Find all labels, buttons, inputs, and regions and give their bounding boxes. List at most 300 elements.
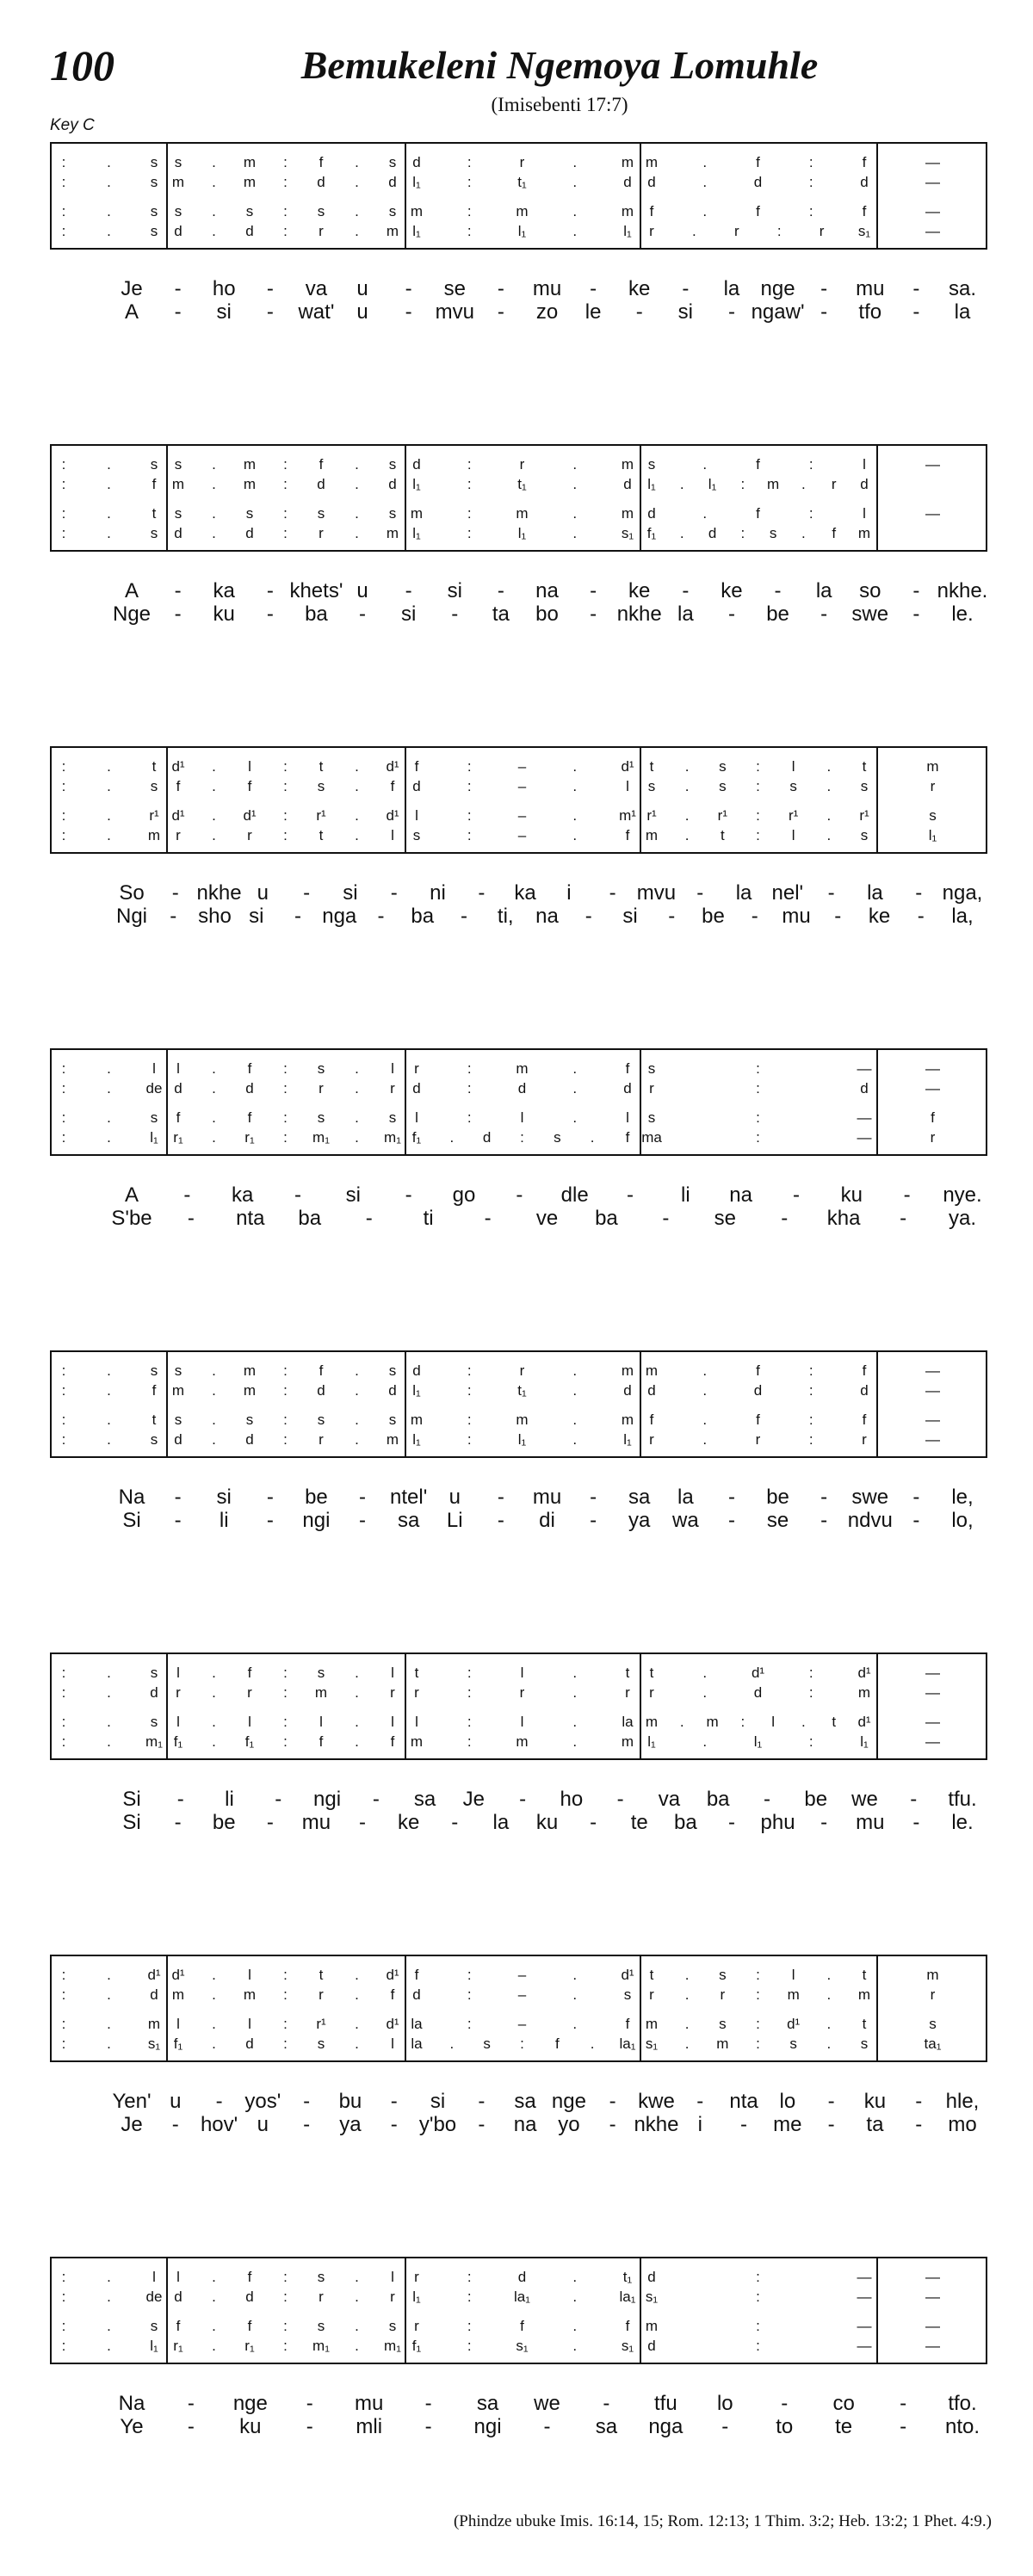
lyric-syllable: na <box>535 905 559 928</box>
solfa-note: s₁ <box>645 2289 659 2305</box>
solfa-note: r <box>247 827 252 843</box>
lyric-syllable: sa <box>476 2392 499 2415</box>
lyric-syllable: mli <box>356 2415 383 2438</box>
lyric-syllable: we <box>534 2392 560 2415</box>
lyric-syllable: me <box>773 2113 802 2136</box>
solfa-note: . <box>107 778 111 794</box>
solfa-note: s <box>150 203 158 219</box>
lyric-syllable: ngi <box>473 2415 502 2438</box>
lyric-syllable: - <box>915 881 923 905</box>
solfa-note: r <box>930 1129 936 1146</box>
lyric-syllable: mu <box>301 1811 331 1834</box>
lyric-syllable: - <box>834 905 842 928</box>
solfa-note: . <box>107 827 111 843</box>
solfa-note: : <box>467 2318 472 2334</box>
solfa-note: : <box>808 1684 813 1701</box>
lyric-syllable: sa <box>514 2090 536 2113</box>
solfa-note: : <box>283 1129 288 1146</box>
solfa-note: m <box>516 505 529 522</box>
solfa-note: m <box>171 174 185 190</box>
solfa-note: . <box>572 1733 578 1750</box>
solfa-note: . <box>212 525 216 541</box>
lyric-syllable: - <box>912 1811 920 1834</box>
solfa-note: : <box>283 2035 288 2052</box>
solfa-note: . <box>801 476 806 492</box>
lyric-syllable: - <box>174 1811 182 1834</box>
solfa-note: . <box>212 1967 216 1983</box>
voice-part-row <box>52 2316 986 2337</box>
voice-part-row <box>52 1732 986 1752</box>
lyric-syllable: ke <box>868 905 891 928</box>
solfa-note: m¹ <box>619 807 636 824</box>
notation-staff <box>50 444 987 552</box>
solfa-note: s₁ <box>147 2035 161 2052</box>
lyric-syllable: va <box>658 1788 681 1811</box>
lyric-syllable: - <box>359 1509 367 1532</box>
solfa-note: : <box>61 1412 66 1428</box>
solfa-note: . <box>212 2035 216 2052</box>
voice-part-row <box>52 2034 986 2054</box>
lyric-syllable: nkhe <box>196 881 242 905</box>
voice-part-row <box>52 523 986 544</box>
lyric-syllable: - <box>461 905 467 928</box>
lyric-syllable: ke <box>721 579 743 602</box>
notation-staff <box>50 2257 987 2364</box>
solfa-note: m <box>645 154 659 170</box>
solfa-note: l <box>415 1109 418 1126</box>
solfa-note: . <box>355 1967 359 1983</box>
solfa-note: m <box>621 1733 634 1750</box>
solfa-note: r <box>319 2289 324 2305</box>
solfa-note: – <box>517 1986 527 2003</box>
lyric-syllable: nkhe <box>634 2113 679 2136</box>
lyric-syllable: - <box>793 1183 800 1207</box>
lyric-syllable: zo <box>535 300 559 324</box>
solfa-note: : <box>61 807 66 824</box>
solfa-note: . <box>355 2016 359 2032</box>
solfa-note: d <box>174 525 182 541</box>
lyric-syllable: ku <box>239 2415 262 2438</box>
solfa-note: d <box>174 1080 182 1096</box>
solfa-note: — <box>857 1129 872 1146</box>
solfa-note: s₁ <box>857 223 871 239</box>
solfa-note: l <box>391 1060 394 1077</box>
solfa-note: d <box>174 2289 182 2305</box>
lyric-syllable: - <box>696 2090 704 2113</box>
solfa-note: t <box>152 758 157 775</box>
solfa-note: r₁ <box>173 1129 183 1146</box>
solfa-note: d <box>708 525 717 541</box>
solfa-note: d¹ <box>857 1714 871 1730</box>
lyric-syllable: swe <box>851 602 889 626</box>
music-system <box>50 114 987 415</box>
solfa-note: . <box>679 525 684 541</box>
solfa-note: l₁ <box>150 2338 158 2354</box>
solfa-note: . <box>355 223 359 239</box>
solfa-note: r <box>862 1431 867 1448</box>
solfa-note: . <box>107 758 111 775</box>
solfa-note: t <box>414 1665 419 1681</box>
solfa-note: t <box>152 1412 157 1428</box>
solfa-note: f <box>554 2035 560 2052</box>
solfa-note: d¹ <box>147 1967 161 1983</box>
lyric-syllable: li <box>680 1183 690 1207</box>
solfa-note: . <box>107 1412 111 1428</box>
lyric-syllable: - <box>912 579 920 602</box>
lyric-syllable: - <box>763 1788 770 1811</box>
solfa-note: . <box>801 1714 806 1730</box>
solfa-note: : <box>467 2016 472 2032</box>
solfa-note: : <box>61 2016 66 2032</box>
solfa-note: . <box>572 505 578 522</box>
lyric-syllable: - <box>590 1509 597 1532</box>
solfa-note: d <box>517 2269 527 2285</box>
solfa-note: s <box>150 1109 158 1126</box>
lyric-syllable: na <box>729 1183 753 1207</box>
solfa-note: . <box>212 1733 216 1750</box>
solfa-note: t₁ <box>517 1382 527 1399</box>
solfa-note: r <box>319 1080 324 1096</box>
solfa-note: . <box>702 1362 708 1379</box>
solfa-note: s <box>150 1665 158 1681</box>
lyric-line <box>50 277 987 301</box>
solfa-note: — <box>857 2269 872 2285</box>
lyric-syllable: la <box>954 300 971 324</box>
solfa-note: d <box>860 476 869 492</box>
solfa-note: s <box>388 505 397 522</box>
lyric-syllable: bo <box>535 602 559 626</box>
lyric-syllable: - <box>590 602 597 626</box>
lyric-syllable: - <box>266 1486 274 1509</box>
lyric-syllable: S'be <box>111 1207 152 1230</box>
solfa-note: : <box>808 456 813 473</box>
solfa-note: : <box>283 807 288 824</box>
lyric-syllable: mvu <box>636 881 677 905</box>
solfa-note: m <box>645 1714 659 1730</box>
lyric-line <box>50 300 987 324</box>
lyric-syllable: - <box>682 277 690 300</box>
solfa-note: — <box>857 2338 872 2354</box>
voice-part-row <box>52 152 986 173</box>
solfa-note: d¹ <box>171 758 185 775</box>
solfa-note: f₁ <box>411 2338 422 2354</box>
lyric-syllable: - <box>900 1207 907 1230</box>
solfa-note: . <box>572 1382 578 1399</box>
lyric-syllable: sho <box>198 905 232 928</box>
music-system <box>50 1020 987 1321</box>
solfa-note: — <box>857 2318 872 2334</box>
lyric-syllable: - <box>170 905 177 928</box>
solfa-note: : <box>467 505 472 522</box>
lyric-syllable: nye. <box>943 1183 982 1207</box>
lyric-syllable: le. <box>951 602 974 626</box>
lyric-syllable: - <box>497 1486 504 1509</box>
solfa-note: s <box>769 525 777 541</box>
solfa-note: : <box>61 1986 66 2003</box>
solfa-note: m <box>857 525 871 541</box>
solfa-note: t <box>832 1714 837 1730</box>
solfa-note: d <box>753 1382 763 1399</box>
solfa-note: : <box>756 2035 760 2052</box>
solfa-note: l <box>863 505 866 522</box>
lyric-syllable: - <box>827 2113 835 2136</box>
lyric-syllable: Si <box>122 1788 141 1811</box>
solfa-note: . <box>702 154 708 170</box>
lyric-syllable: be <box>804 1788 828 1811</box>
lyric-syllable: si <box>677 300 693 324</box>
lyric-syllable: - <box>174 602 182 626</box>
solfa-note: . <box>572 778 578 794</box>
solfa-note: d <box>623 476 632 492</box>
solfa-note: . <box>355 2035 359 2052</box>
solfa-note: : <box>756 1080 760 1096</box>
solfa-note: d <box>647 1382 656 1399</box>
solfa-note: d <box>174 1431 182 1448</box>
solfa-note: m <box>621 505 634 522</box>
solfa-note: f <box>832 525 837 541</box>
solfa-note: . <box>572 758 578 775</box>
lyric-line <box>50 905 987 929</box>
solfa-note: : <box>467 525 472 541</box>
solfa-note: : <box>467 1382 472 1399</box>
lyric-syllable: - <box>781 2392 789 2415</box>
solfa-note: . <box>449 2035 455 2052</box>
solfa-note: . <box>702 456 708 473</box>
solfa-note: : <box>61 154 66 170</box>
solfa-note: r <box>414 2269 419 2285</box>
lyric-syllable: nga, <box>942 881 983 905</box>
voice-part-row <box>52 503 986 524</box>
solfa-note: la₁ <box>619 2289 636 2305</box>
solfa-note: : <box>808 1665 813 1681</box>
solfa-note: s <box>483 2035 491 2052</box>
lyric-syllable: - <box>359 1486 367 1509</box>
lyric-syllable: ba <box>706 1788 730 1811</box>
voice-part-row <box>52 474 986 495</box>
solfa-note: m <box>386 525 399 541</box>
solfa-note: . <box>107 1733 111 1750</box>
solfa-note: d <box>517 1080 527 1096</box>
lyric-syllable: di <box>539 1509 555 1532</box>
solfa-note: . <box>212 154 216 170</box>
solfa-note: d <box>647 2338 656 2354</box>
solfa-note: s <box>317 778 325 794</box>
solfa-note: f <box>414 758 419 775</box>
solfa-note: d <box>174 223 182 239</box>
solfa-note: d¹ <box>171 1967 185 1983</box>
lyric-syllable: - <box>609 881 616 905</box>
lyric-syllable: li <box>219 1509 229 1532</box>
lyric-syllable: ya. <box>948 1207 977 1230</box>
solfa-note: . <box>355 1060 359 1077</box>
solfa-note: . <box>107 1431 111 1448</box>
solfa-note: . <box>572 1431 578 1448</box>
lyric-syllable: lo <box>779 2090 796 2113</box>
solfa-note: . <box>826 1967 832 1983</box>
solfa-note: d <box>623 1382 632 1399</box>
solfa-note: : <box>467 223 472 239</box>
solfa-note: f <box>756 456 760 473</box>
solfa-note: . <box>107 476 111 492</box>
lyric-syllable: le. <box>951 1811 974 1834</box>
lyric-syllable: we <box>851 1788 878 1811</box>
lyric-syllable: ntel' <box>390 1486 428 1509</box>
solfa-note: . <box>107 1382 111 1399</box>
voice-part-row <box>52 825 986 846</box>
lyric-syllable: lo <box>716 2392 733 2415</box>
solfa-note: . <box>572 1412 578 1428</box>
solfa-note: . <box>355 1362 359 1379</box>
solfa-note: de <box>145 2289 163 2305</box>
voice-part-row <box>52 454 986 475</box>
solfa-note: . <box>572 203 578 219</box>
solfa-note: r <box>755 1431 761 1448</box>
lyric-syllable: ke <box>628 277 651 300</box>
solfa-note: : <box>467 456 472 473</box>
solfa-note: m <box>926 758 939 775</box>
solfa-note: f <box>756 1362 760 1379</box>
notation-staff <box>50 1955 987 2062</box>
solfa-note: . <box>572 525 578 541</box>
solfa-note: – <box>517 2016 527 2032</box>
solfa-note: s <box>719 1967 727 1983</box>
lyric-syllable: - <box>377 905 385 928</box>
lyric-syllable: - <box>740 2113 748 2136</box>
lyric-syllable: la <box>677 602 694 626</box>
solfa-note: l₁ <box>708 476 717 492</box>
solfa-note: r <box>649 1080 654 1096</box>
solfa-note: — <box>925 203 940 219</box>
lyric-syllable: - <box>820 300 828 324</box>
solfa-note: d <box>860 1382 869 1399</box>
solfa-note: : <box>283 1431 288 1448</box>
solfa-note: r <box>625 1684 630 1701</box>
solfa-note: : <box>740 476 745 492</box>
lyric-syllable: - <box>174 277 182 300</box>
solfa-note: s₁ <box>621 2338 634 2354</box>
lyric-syllable: - <box>171 2113 179 2136</box>
lyric-syllable: - <box>900 2415 907 2438</box>
lyric-syllable: si <box>216 1486 232 1509</box>
solfa-note: . <box>684 807 690 824</box>
solfa-note: — <box>925 456 940 473</box>
lyric-syllable: - <box>912 277 920 300</box>
solfa-note: . <box>572 223 578 239</box>
lyric-syllable: ka <box>231 1183 254 1207</box>
solfa-note: r₁ <box>244 2338 255 2354</box>
music-system <box>50 718 987 1019</box>
solfa-note: : <box>467 778 472 794</box>
solfa-note: d¹ <box>621 758 634 775</box>
solfa-note: l <box>176 1665 180 1681</box>
solfa-note: r <box>649 1684 654 1701</box>
lyric-syllable: - <box>820 1811 828 1834</box>
lyric-syllable: - <box>912 1509 920 1532</box>
lyric-syllable: - <box>585 905 592 928</box>
solfa-note: : <box>61 1967 66 1983</box>
lyric-syllable: ya <box>628 1509 651 1532</box>
lyric-syllable: - <box>668 905 676 928</box>
solfa-note: f₁ <box>646 525 657 541</box>
solfa-note: . <box>355 2269 359 2285</box>
voice-part-row <box>52 1985 986 2005</box>
lyric-syllable: swe <box>851 1486 889 1509</box>
lyric-syllable: ngi <box>302 1509 331 1532</box>
solfa-note: – <box>517 758 527 775</box>
solfa-note: d <box>753 174 763 190</box>
solfa-note: r <box>733 223 739 239</box>
solfa-note: . <box>107 2338 111 2354</box>
solfa-note: . <box>684 1986 690 2003</box>
solfa-note: s <box>789 778 797 794</box>
solfa-note: r <box>390 2289 395 2305</box>
solfa-note: . <box>107 1362 111 1379</box>
lyric-line <box>50 881 987 905</box>
solfa-note: d <box>245 2035 254 2052</box>
solfa-note: d <box>317 476 325 492</box>
solfa-note: . <box>702 1382 708 1399</box>
solfa-note: — <box>925 2289 940 2305</box>
solfa-note: m₁ <box>384 2338 401 2354</box>
lyric-syllable: na <box>535 579 559 602</box>
solfa-note: . <box>212 827 216 843</box>
solfa-note: r <box>414 1684 419 1701</box>
solfa-note: d <box>647 174 656 190</box>
solfa-note: l₁ <box>928 827 937 843</box>
lyric-line <box>50 2392 987 2416</box>
solfa-note: d¹ <box>751 1665 765 1681</box>
solfa-note: : <box>467 1967 472 1983</box>
solfa-note: r <box>414 1060 419 1077</box>
solfa-note: f <box>862 1362 867 1379</box>
solfa-note: . <box>572 1665 578 1681</box>
lyric-syllable: li <box>225 1788 234 1811</box>
lyric-syllable: - <box>912 300 920 324</box>
solfa-note: d¹ <box>171 807 185 824</box>
solfa-note: . <box>212 223 216 239</box>
solfa-note: l₁ <box>412 525 421 541</box>
lyric-syllable: sa <box>413 1788 436 1811</box>
lyric-line <box>50 2090 987 2114</box>
solfa-note: m <box>621 456 634 473</box>
voice-part-row <box>52 1361 986 1381</box>
solfa-note: s <box>317 1109 325 1126</box>
solfa-note: : <box>61 2269 66 2285</box>
lyric-syllable: ngaw' <box>751 300 805 324</box>
lyric-syllable: - <box>478 881 486 905</box>
solfa-note: . <box>355 154 359 170</box>
lyric-syllable: - <box>174 579 182 602</box>
solfa-note: : <box>61 223 66 239</box>
solfa-note: s <box>150 778 158 794</box>
solfa-note: m <box>243 1382 257 1399</box>
solfa-note: f <box>176 1109 181 1126</box>
lyric-syllable: So <box>119 881 145 905</box>
lyric-syllable: te <box>835 2415 853 2438</box>
solfa-note: d <box>623 174 632 190</box>
lyric-syllable: - <box>174 1509 182 1532</box>
solfa-note: l <box>176 2269 180 2285</box>
lyric-syllable: - <box>176 1788 184 1811</box>
solfa-note: f <box>862 1412 867 1428</box>
solfa-note: s <box>245 1412 254 1428</box>
solfa-note: m <box>410 1412 424 1428</box>
lyric-syllable: - <box>187 2392 195 2415</box>
lyric-syllable: se <box>714 1207 736 1230</box>
lyric-syllable: la <box>735 881 752 905</box>
solfa-note: . <box>702 1665 708 1681</box>
solfa-note: l₁ <box>517 223 527 239</box>
